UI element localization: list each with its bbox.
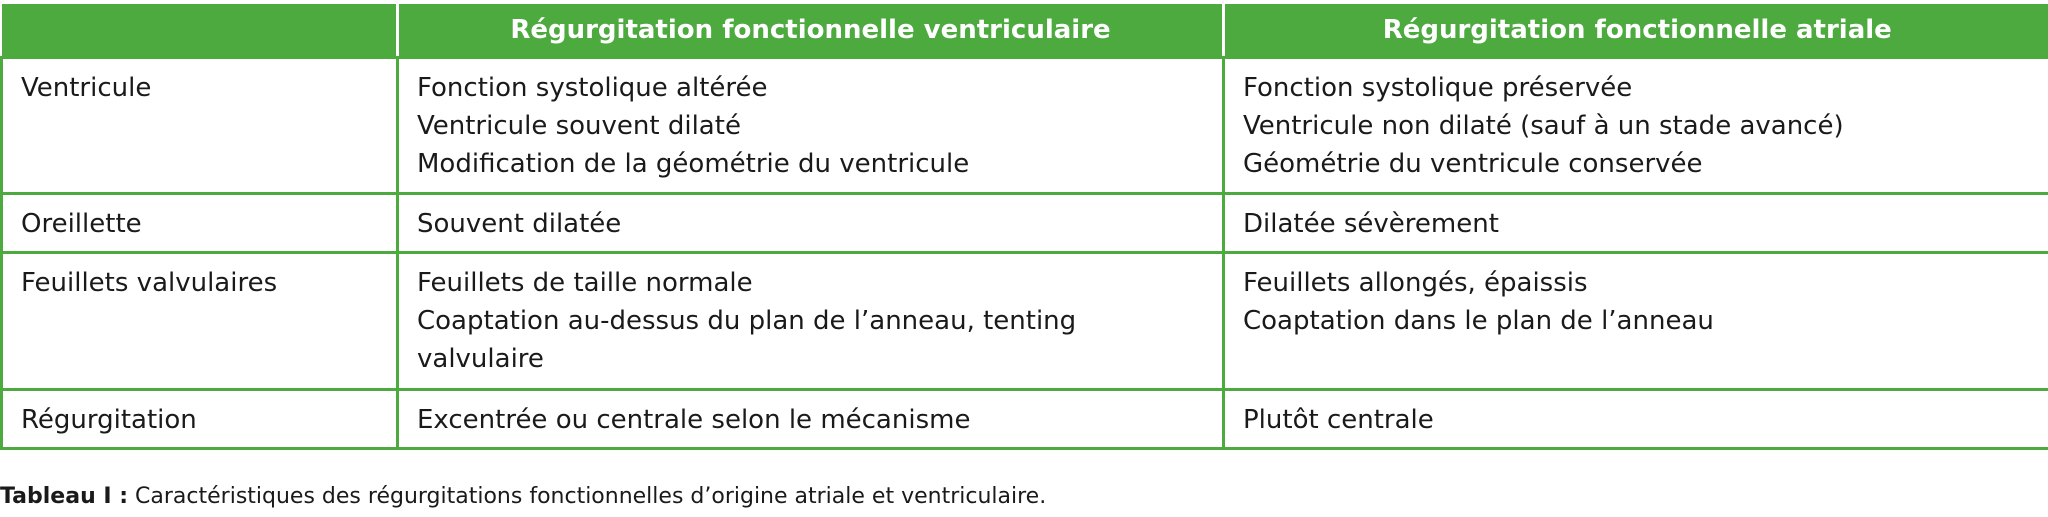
table-row [2,194,2048,253]
caption-label: Tableau I : [0,484,129,509]
table-row [2,389,2048,448]
cell-line: Feuillets de taille normale [417,268,753,299]
header-cell-atriale: Régurgitation fonctionnelle atriale [1224,4,2048,58]
cell-atriale [1224,194,2048,253]
table-row [2,253,2048,389]
cell-line: Coaptation au-dessus du plan de l’anneau, tenting valvulaire [417,306,1077,375]
comparison-table [0,4,2048,450]
cell-ventriculaire [398,253,1224,389]
cell-line: Souvent dilatée [417,209,622,240]
cell-line: Fonction systolique préservée [1243,73,1633,103]
cell-line: Plutôt centrale [1243,404,1434,435]
table-row [2,58,2048,194]
cell-ventriculaire [398,194,1224,253]
row-label: Feuillets valvulaires [2,253,398,389]
cell-line: Dilatée sévèrement [1243,209,1499,240]
cell-atriale [1224,389,2048,448]
caption-text: Caractéristiques des régurgitations fonctionnelles d’origine atriale et ventriculaire. [128,484,1047,509]
cell-line: Fonction systolique altérée [417,73,768,103]
cell-atriale [1224,253,2048,389]
cell-line: Coaptation dans le plan de l’anneau [1243,306,1714,337]
cell-ventriculaire [398,389,1224,448]
cell-line: Géométrie du ventricule conservée [1243,149,1703,179]
cell-line: Excentrée ou centrale selon le mécanisme [417,404,971,435]
cell-line: Ventricule souvent dilaté [417,111,741,141]
table-caption [0,484,1046,509]
row-label: Ventricule [2,58,398,194]
cell-line: Modification de la géométrie du ventricule [417,149,970,179]
row-label: Oreillette [2,194,398,253]
header-cell-ventriculaire: Régurgitation fonctionnelle ventriculaire [398,4,1224,58]
header-row [2,4,2048,58]
row-label: Régurgitation [2,389,398,448]
cell-line: Feuillets allongés, épaissis [1243,268,1588,299]
cell-ventriculaire [398,58,1224,194]
header-cell-empty [2,4,398,58]
cell-atriale [1224,58,2048,194]
cell-line: Ventricule non dilaté (sauf à un stade avancé) [1243,111,1844,141]
